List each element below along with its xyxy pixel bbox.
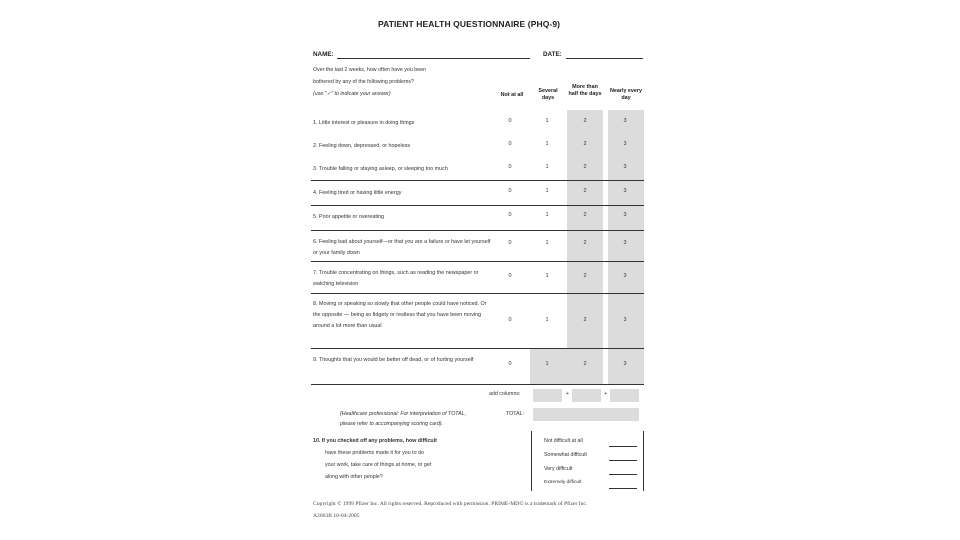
score-cell[interactable]: 3 [623,118,627,124]
instructions-line-2: bothered by any of the following problems? [313,79,414,85]
score-cell[interactable]: 1 [545,164,549,170]
question-2-text: 2. Feeling down, depressed, or hopeless [313,143,411,149]
question-4-text: 4. Feeling tired or having little energy [313,190,402,196]
shaded-column-nearly-every-day [608,110,644,384]
add-columns-label: add columns: [489,391,521,397]
difficulty-question-line-2: have these problems made it for you to do [325,450,424,456]
column-sum-box-2[interactable] [572,389,601,402]
scoring-note-line-1: (Healthcare professional: For interpretation of TOTAL, [340,411,467,417]
score-cell[interactable]: 3 [623,317,627,323]
row-divider-2 [311,205,644,206]
instructions-line-1: Over the last 2 weeks, how often have you been [313,67,427,73]
score-cell[interactable]: 2 [583,141,587,147]
score-cell[interactable]: 0 [508,212,512,218]
score-cell[interactable]: 2 [583,212,587,218]
score-cell[interactable]: 0 [508,317,512,323]
score-cell[interactable]: 3 [623,188,627,194]
question-3-text: 3. Trouble falling or staying asleep, or sleeping too much [313,166,448,172]
score-cell[interactable]: 2 [583,361,587,367]
score-cell[interactable]: 1 [545,188,549,194]
difficulty-left-border [531,431,532,491]
row-divider-7 [311,384,644,385]
date-field[interactable] [566,58,643,59]
column-header-not-at-all: Not at all [500,92,524,98]
score-cell[interactable]: 3 [623,141,627,147]
difficulty-option-somewhat: Somewhat difficult [544,452,587,458]
column-header-several-days: Several days [538,88,558,101]
score-cell[interactable]: 2 [583,188,587,194]
column-sum-box-3[interactable] [610,389,639,402]
plus-sign: + [566,391,570,397]
score-cell[interactable]: 0 [508,273,512,279]
difficulty-question-line-1: 10. If you checked off any problems, how difficult [313,438,437,444]
score-cell[interactable]: 3 [623,212,627,218]
score-cell[interactable]: 2 [583,164,587,170]
difficulty-question-line-4: along with other people? [325,474,383,480]
question-7-text: 7. Trouble concentrating on things, such as reading the newspaper or watching television [313,270,479,287]
date-label: DATE: [543,51,562,58]
score-cell[interactable]: 0 [508,164,512,170]
question-9-text: 9. Thoughts that you would be better off dead, or of hurting yourself [313,357,474,363]
score-cell[interactable]: 2 [583,240,587,246]
total-label: TOTAL: [506,411,525,417]
difficulty-right-border [643,431,644,491]
score-cell[interactable]: 2 [583,118,587,124]
total-score-box[interactable] [533,408,639,421]
name-field[interactable] [337,58,530,59]
score-cell[interactable]: 0 [508,118,512,124]
score-cell[interactable]: 0 [508,188,512,194]
score-cell[interactable]: 1 [545,118,549,124]
difficulty-answer-line-2[interactable] [609,460,637,461]
instructions-line-3: (use "✓" to indicate your answer) [313,91,391,97]
score-cell[interactable]: 3 [623,164,627,170]
score-cell[interactable]: 3 [623,361,627,367]
difficulty-answer-line-1[interactable] [609,446,637,447]
column-header-more-than-half: More than half the days [568,84,602,97]
score-cell[interactable]: 1 [545,141,549,147]
question-8-text: 8. Moving or speaking so slowly that other people could have noticed. Or the opposite — being so fidgety or restless that you have been moving around a lot more than usual [313,301,487,329]
scoring-note-line-2: please refer to accompanying scoring card). [340,421,444,427]
row-divider-4 [311,261,644,262]
name-label: NAME: [313,51,334,58]
difficulty-question-line-3: your work, take care of things at home, or get [325,462,432,468]
score-cell[interactable]: 0 [508,240,512,246]
score-cell[interactable]: 3 [623,240,627,246]
question-5-text: 5. Poor appetite or overeating [313,214,385,220]
score-cell[interactable]: 1 [545,240,549,246]
form-title: PATIENT HEALTH QUESTIONNAIRE (PHQ-9) [378,19,561,29]
column-sum-box-1[interactable] [533,389,562,402]
difficulty-option-very: Very difficult [544,466,573,472]
score-cell[interactable]: 0 [508,141,512,147]
row-divider-1 [311,180,644,181]
difficulty-answer-line-4[interactable] [609,488,637,489]
score-cell[interactable]: 2 [583,317,587,323]
question-6-text: 6. Feeling bad about yourself—or that you are a failure or have let yourself or your family down [313,239,491,256]
row-divider-3 [311,230,644,231]
column-header-nearly-every-day: Nearly every day [609,88,643,101]
difficulty-option-not-difficult: Not difficult at all [544,438,583,444]
score-cell[interactable]: 1 [545,317,549,323]
copyright-notice: Copyright © 1999 Pfizer Inc. All rights reserved. Reproduced with permission. PRIME-MD© is a trademark of Pfizer Inc. [313,501,588,507]
score-cell[interactable]: 1 [545,273,549,279]
question-1-text: 1. Little interest or pleasure in doing things [313,120,415,126]
form-code: A2663B 10-04-2005 [313,513,360,519]
difficulty-option-extremely: Extremely difficult [544,480,582,485]
score-cell[interactable]: 1 [545,212,549,218]
score-cell[interactable]: 2 [583,273,587,279]
score-cell[interactable]: 3 [623,273,627,279]
difficulty-answer-line-3[interactable] [609,474,637,475]
shaded-column-more-than-half [567,110,603,384]
score-cell[interactable]: 1 [545,361,549,367]
row-divider-6 [311,348,644,349]
row-divider-5 [311,293,644,294]
plus-sign: + [604,391,608,397]
score-cell[interactable]: 0 [508,361,512,367]
